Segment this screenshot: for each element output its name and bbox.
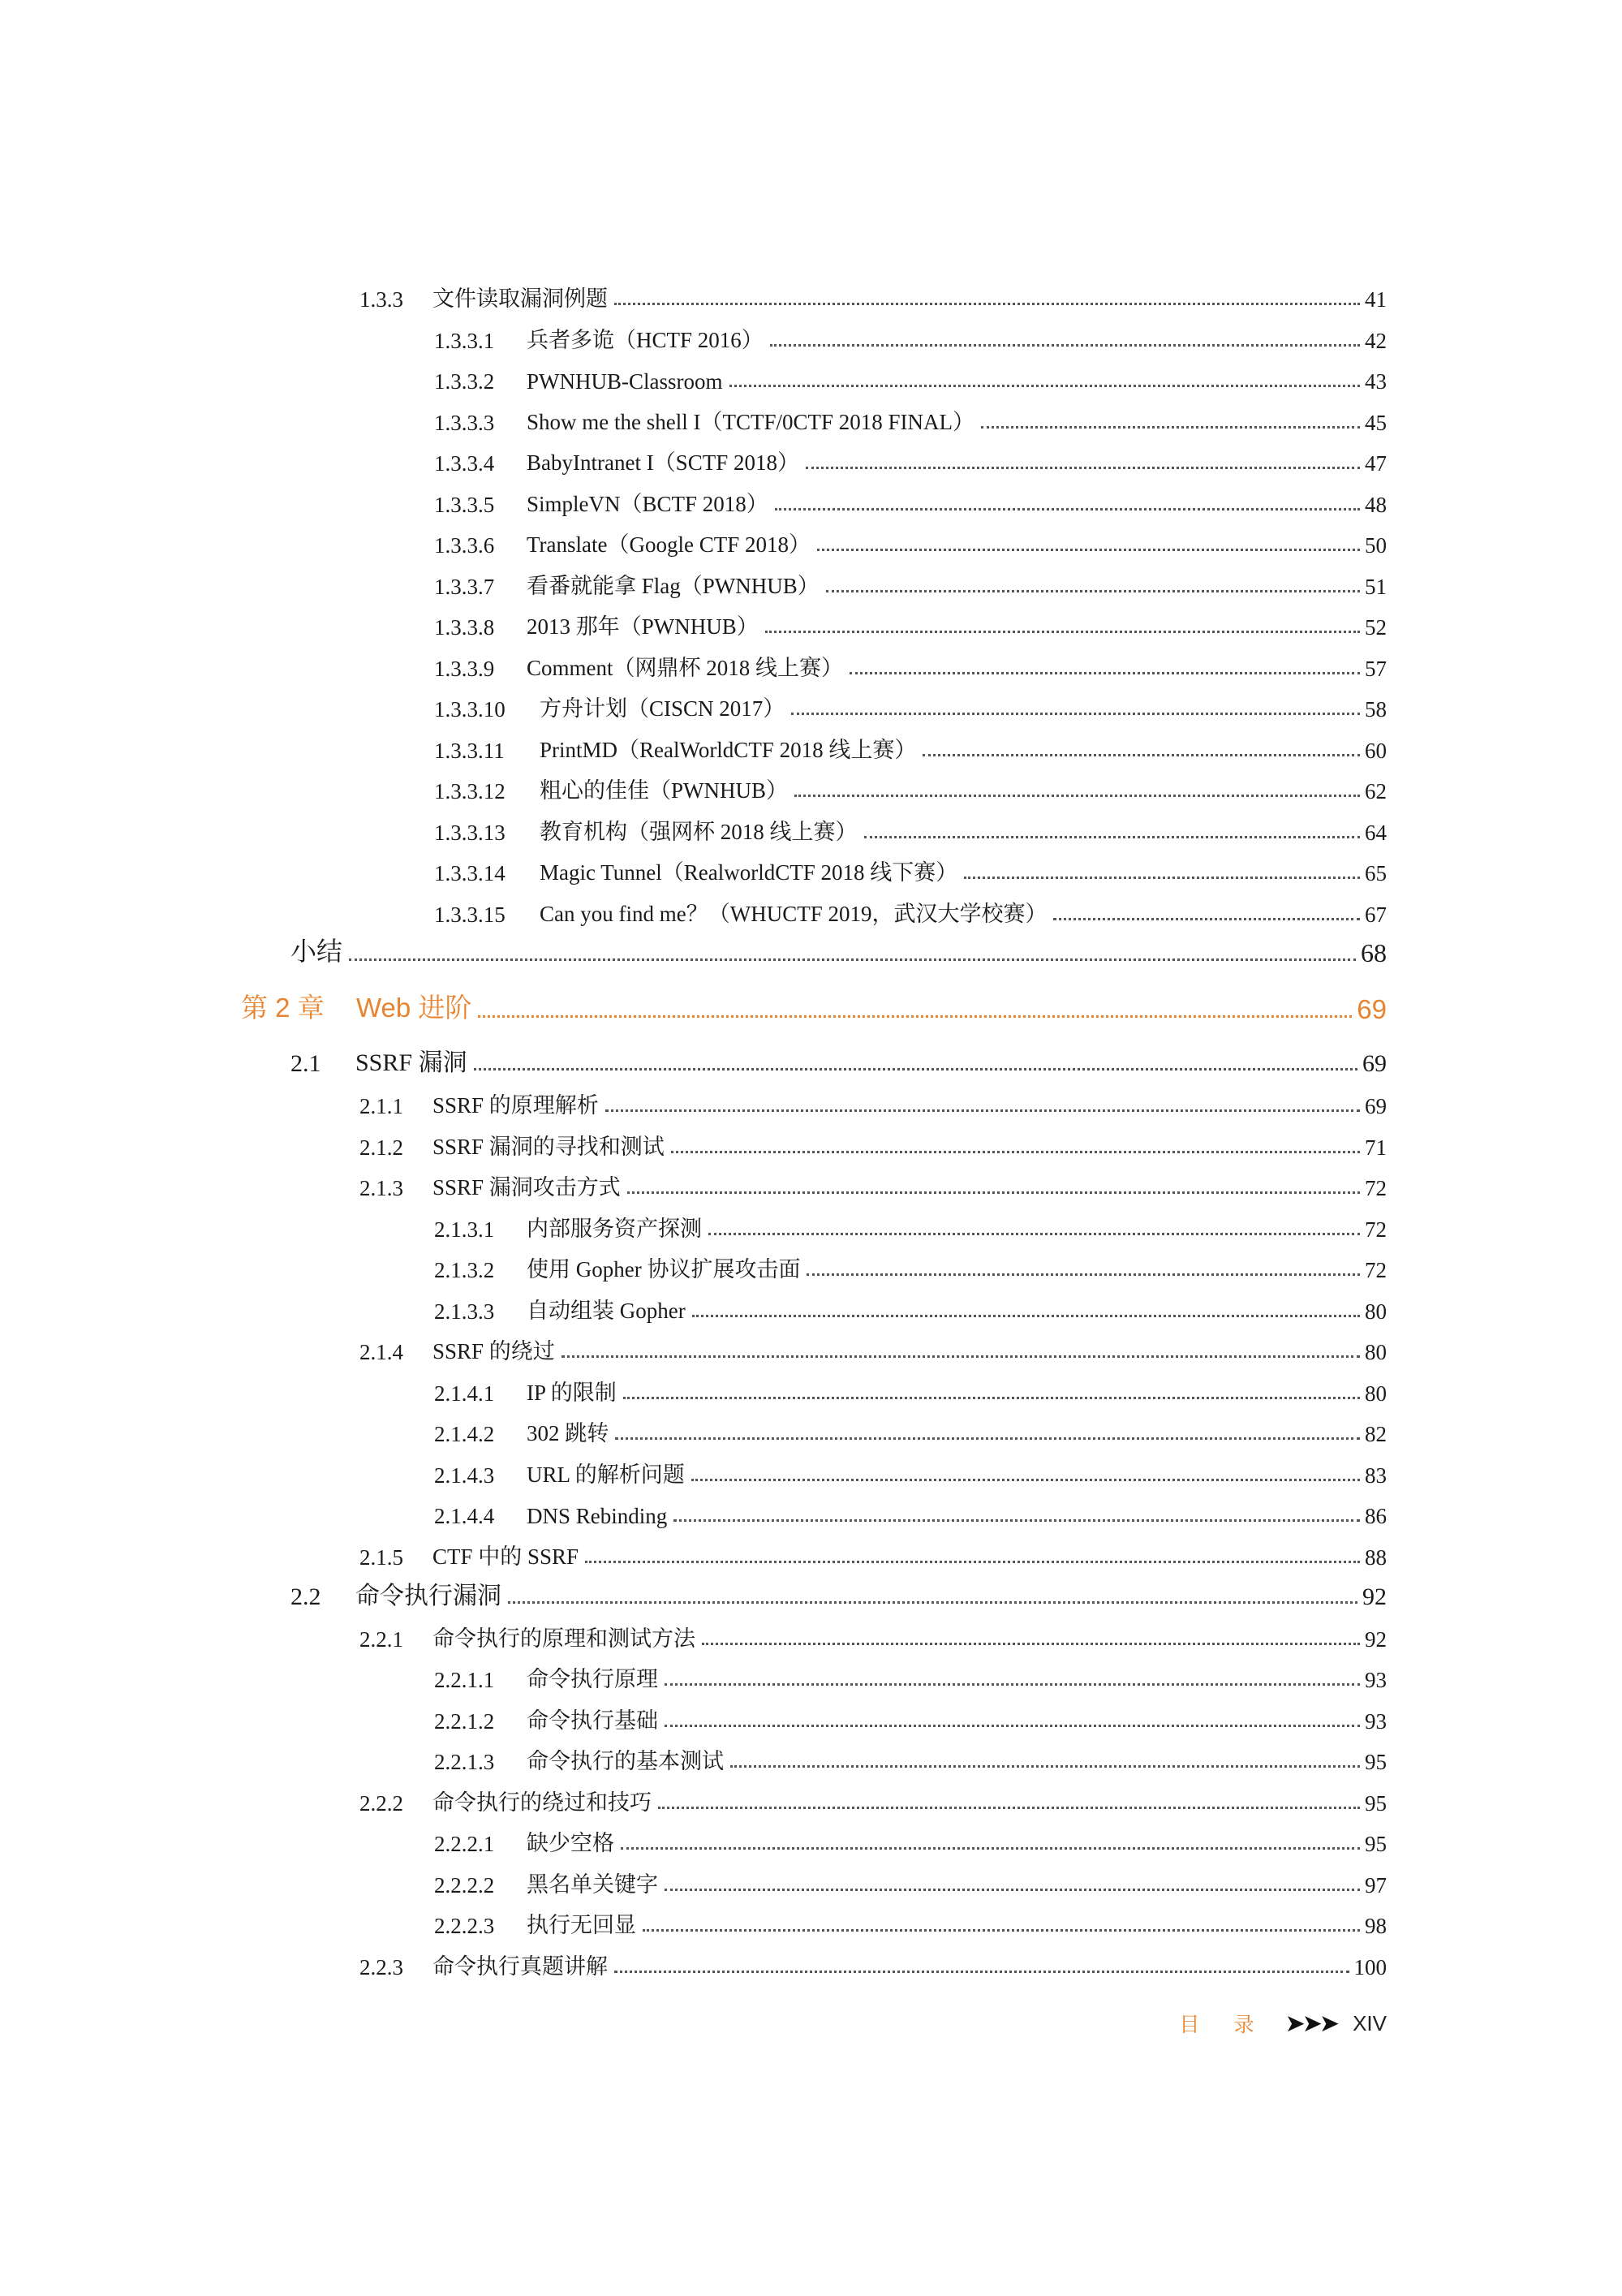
page-footer	[1179, 2009, 1387, 2038]
toc-entry-number: 2.1.4	[359, 1340, 403, 1364]
toc-entry[interactable]	[359, 1948, 1387, 1980]
toc-entry-page: 71	[1365, 1135, 1387, 1160]
toc-entry-title: 内部服务资产探测	[527, 1217, 702, 1241]
toc-entry-title: 使用 Gopher 协议扩展攻击面	[527, 1257, 801, 1282]
toc-entry-title: 执行无回显	[527, 1913, 636, 1937]
toc-entry[interactable]	[434, 403, 1387, 436]
toc-entry-page: 69	[1362, 1050, 1387, 1077]
toc-entry[interactable]	[434, 1742, 1387, 1775]
dot-leader	[770, 344, 1360, 347]
toc-entry-title: SSRF 的原理解析	[432, 1093, 599, 1118]
footer-section-label: 目 录	[1179, 2014, 1269, 2036]
toc-entry-number: 1.3.3	[359, 287, 403, 312]
toc-entry-number: 2.1.3	[359, 1176, 403, 1200]
toc-entry-page: 43	[1365, 369, 1387, 394]
dot-leader	[817, 549, 1360, 551]
toc-entry-page: 88	[1365, 1545, 1387, 1570]
toc-entry-title: 命令执行原理	[527, 1667, 658, 1691]
toc-entry[interactable]	[434, 567, 1387, 600]
toc-entry-page: 64	[1365, 821, 1387, 845]
dot-leader	[614, 303, 1360, 305]
toc-entry[interactable]	[359, 1128, 1387, 1161]
toc-entry[interactable]	[434, 362, 1387, 394]
toc-entry-page: 95	[1365, 1832, 1387, 1856]
dot-leader	[692, 1315, 1360, 1317]
toc-entry-number: 2.1.3.3	[434, 1299, 495, 1324]
toc-entry[interactable]	[359, 1333, 1387, 1365]
toc-entry-page: 92	[1365, 1627, 1387, 1652]
toc-entry[interactable]	[359, 1538, 1387, 1570]
toc-entry-number: 1.3.3.3	[434, 411, 495, 435]
toc-entry-page: 93	[1365, 1709, 1387, 1734]
dot-leader	[673, 1519, 1360, 1522]
toc-entry[interactable]	[359, 1169, 1387, 1201]
toc-entry[interactable]	[434, 1374, 1387, 1406]
toc-entry-title: 兵者多诡（HCTF 2016）	[527, 328, 764, 352]
toc-entry-title: SSRF 漏洞	[355, 1049, 467, 1076]
toc-entry-number: 2.2.2.2	[434, 1873, 495, 1898]
dot-leader	[964, 877, 1360, 879]
toc-entry[interactable]	[434, 1497, 1387, 1529]
toc-entry-number: 1.3.3.5	[434, 493, 495, 517]
toc-entry-title: DNS Rebinding	[527, 1504, 668, 1528]
dot-leader	[605, 1109, 1360, 1112]
toc-chapter-entry[interactable]	[241, 993, 1387, 1025]
toc-entry-number: 2.1	[290, 1050, 321, 1077]
toc-entry-page: 45	[1365, 411, 1387, 435]
toc-entry-page: 86	[1365, 1504, 1387, 1528]
toc-entry-page: 58	[1365, 697, 1387, 722]
toc-entry-page: 72	[1365, 1258, 1387, 1282]
toc-entry-page: 97	[1365, 1873, 1387, 1898]
dot-leader	[508, 1601, 1357, 1604]
dot-leader	[730, 1765, 1360, 1768]
toc-entry-number: 1.3.3.7	[434, 575, 495, 599]
toc-entry-title: 命令执行漏洞	[355, 1583, 501, 1609]
toc-entry-page: 100	[1353, 1955, 1387, 1979]
toc-entry-number: 2.1.2	[359, 1135, 403, 1160]
toc-entry-page: 80	[1365, 1299, 1387, 1324]
dot-leader	[474, 1068, 1357, 1070]
toc-entry-page: 57	[1365, 657, 1387, 681]
toc-entry[interactable]	[434, 1661, 1387, 1693]
toc-entry-page: 42	[1365, 329, 1387, 353]
toc-entry[interactable]	[434, 485, 1387, 518]
toc-entry-page: 48	[1365, 493, 1387, 517]
toc-entry-page: 80	[1365, 1381, 1387, 1406]
toc-entry-page: 41	[1365, 287, 1387, 312]
toc-entry-number: 1.3.3.14	[434, 861, 506, 885]
toc-entry[interactable]	[434, 1292, 1387, 1325]
dot-leader	[765, 631, 1360, 633]
dot-leader	[665, 1725, 1360, 1727]
toc-entry-number: 2.1.4.2	[434, 1422, 495, 1446]
toc-entry-page: 95	[1365, 1750, 1387, 1774]
toc-entry-number: 2.1.3.1	[434, 1217, 495, 1242]
toc-entry-title: 命令执行的原理和测试方法	[432, 1626, 695, 1651]
dot-leader	[665, 1889, 1360, 1891]
toc-entry-title: BabyIntranet I（SCTF 2018）	[527, 450, 799, 475]
toc-entry-number: 2.1.5	[359, 1545, 403, 1570]
dot-leader	[658, 1807, 1360, 1809]
toc-entry-title: 2013 那年（PWNHUB）	[527, 614, 759, 639]
toc-entry-page: 69	[1357, 994, 1387, 1024]
toc-entry-title: 黑名单关键字	[527, 1872, 658, 1897]
toc-entry[interactable]	[359, 1784, 1387, 1816]
dot-leader	[981, 426, 1360, 429]
toc-entry[interactable]	[434, 608, 1387, 640]
toc-entry-page: 50	[1365, 533, 1387, 558]
dot-leader	[665, 1683, 1360, 1686]
dot-leader	[643, 1929, 1360, 1932]
toc-entry-page: 72	[1365, 1176, 1387, 1200]
toc-entry[interactable]	[434, 854, 1387, 886]
toc-entry[interactable]	[434, 731, 1387, 764]
dot-leader	[807, 1273, 1360, 1276]
toc-entry-title: CTF 中的 SSRF	[432, 1544, 579, 1569]
dot-leader	[623, 1397, 1360, 1399]
toc-entry-title: SSRF 漏洞攻击方式	[432, 1175, 621, 1200]
toc-entry-page: 72	[1365, 1217, 1387, 1242]
toc-entry[interactable]	[434, 1906, 1387, 1939]
toc-entry-number: 2.1.1	[359, 1094, 403, 1118]
toc-entry-number: 2.2.3	[359, 1955, 403, 1979]
toc-entry-page: 93	[1365, 1668, 1387, 1692]
toc-entry-number: 1.3.3.8	[434, 615, 495, 640]
toc-entry-title: Web 进阶	[356, 993, 472, 1023]
dot-leader	[478, 1015, 1352, 1018]
toc-entry[interactable]	[434, 526, 1387, 558]
toc-entry-number: 第 2 章	[241, 993, 325, 1023]
toc-entry-page: 60	[1365, 739, 1387, 763]
toc-entry[interactable]	[290, 936, 1387, 968]
toc-entry[interactable]	[434, 444, 1387, 476]
toc-entry-title: SimpleVN（BCTF 2018）	[527, 492, 768, 516]
dot-leader	[621, 1847, 1360, 1850]
toc-entry-page: 92	[1362, 1583, 1387, 1610]
dot-leader	[806, 467, 1360, 469]
dot-leader	[864, 836, 1361, 838]
toc-entry-number: 1.3.3.1	[434, 329, 495, 353]
toc-entry-title: 命令执行基础	[527, 1708, 658, 1733]
toc-entry-page: 65	[1365, 861, 1387, 885]
dot-leader	[585, 1561, 1360, 1563]
toc-entry[interactable]	[434, 1866, 1387, 1898]
dot-leader	[627, 1191, 1360, 1194]
toc-entry-title: 教育机构（强网杯 2018 线上赛）	[540, 820, 858, 844]
toc-entry-page: 82	[1365, 1422, 1387, 1446]
toc-entry-number: 2.1.4.3	[434, 1463, 495, 1488]
toc-entry[interactable]	[434, 1702, 1387, 1734]
toc-entry[interactable]	[434, 813, 1387, 846]
toc-entry-number: 2.2.1	[359, 1627, 403, 1652]
toc-entry-number: 1.3.3.11	[434, 739, 505, 763]
toc-entry-title: IP 的限制	[527, 1381, 617, 1405]
toc-entry-title: Show me the shell I（TCTF/0CTF 2018 FINAL）	[527, 410, 974, 434]
toc-entry-title: Magic Tunnel（RealworldCTF 2018 线下赛）	[540, 860, 958, 885]
toc-entry-page: 62	[1365, 779, 1387, 803]
toc-entry-number: 1.3.3.10	[434, 697, 506, 722]
toc-entry[interactable]	[434, 772, 1387, 804]
toc-entry-page: 67	[1365, 902, 1387, 927]
toc-entry-number: 2.2.2.1	[434, 1832, 495, 1856]
toc-entry[interactable]	[434, 895, 1387, 928]
toc-entry[interactable]	[434, 649, 1387, 682]
toc-entry[interactable]	[359, 1620, 1387, 1652]
toc-entry-number: 2.2.2	[359, 1791, 403, 1816]
toc-entry[interactable]	[359, 280, 1387, 312]
toc-entry-title: PWNHUB-Classroom	[527, 369, 723, 394]
toc-entry-number: 1.3.3.15	[434, 902, 506, 927]
toc-entry-title: 方舟计划（CISCN 2017）	[540, 696, 785, 721]
toc-entry[interactable]	[434, 1210, 1387, 1243]
dot-leader	[614, 1971, 1349, 1973]
toc-entry-number: 2.2.1.2	[434, 1709, 495, 1734]
dot-leader	[923, 754, 1360, 756]
toc-entry-page: 98	[1365, 1914, 1387, 1938]
dot-leader	[671, 1151, 1360, 1153]
toc-entry-number: 2.1.4.1	[434, 1381, 495, 1406]
dot-leader	[791, 713, 1360, 715]
toc-entry-title: Comment（网鼎杯 2018 线上赛）	[527, 656, 843, 680]
toc-entry-title: 文件读取漏洞例题	[432, 286, 608, 311]
toc-entry-number: 2.1.3.2	[434, 1258, 495, 1282]
toc-entry-title: Can you find me？（WHUCTF 2019，武汉大学校赛）	[540, 902, 1048, 926]
dot-leader	[850, 672, 1360, 674]
toc-entry-number: 2.1.4.4	[434, 1504, 495, 1528]
toc-entry-title: 小结	[290, 937, 343, 966]
toc-entry-page: 68	[1361, 938, 1387, 967]
toc-entry-number: 1.3.3.2	[434, 369, 495, 394]
toc-entry-page: 52	[1365, 615, 1387, 640]
dot-leader	[1053, 918, 1360, 920]
triple-arrow-icon: ➤➤➤	[1284, 2010, 1337, 2037]
toc-entry-number: 2.2	[290, 1583, 321, 1610]
toc-entry[interactable]	[434, 1415, 1387, 1447]
dot-leader	[729, 385, 1361, 387]
toc-entry-title: 看番就能拿 Flag（PWNHUB）	[527, 574, 820, 598]
toc-entry-page: 51	[1365, 575, 1387, 599]
toc-entry-title: 命令执行真题讲解	[432, 1954, 608, 1979]
toc-entry-title: SSRF 漏洞的寻找和测试	[432, 1135, 665, 1159]
dot-leader	[702, 1643, 1360, 1645]
dot-leader	[561, 1355, 1360, 1358]
toc-entry-number: 1.3.3.12	[434, 779, 506, 803]
dot-leader	[691, 1479, 1360, 1481]
toc-entry-page: 69	[1365, 1094, 1387, 1118]
dot-leader	[708, 1233, 1360, 1235]
toc-entry[interactable]	[290, 1579, 1387, 1611]
dot-leader	[826, 590, 1360, 592]
toc-entry[interactable]	[290, 1045, 1387, 1078]
toc-entry-title: 302 跳转	[527, 1421, 609, 1445]
toc-entry-page: 83	[1365, 1463, 1387, 1488]
dot-leader	[794, 795, 1360, 797]
toc-entry-title: 命令执行的绕过和技巧	[432, 1790, 652, 1815]
toc-entry[interactable]	[434, 1251, 1387, 1283]
toc-entry[interactable]	[434, 1456, 1387, 1488]
toc-entry-number: 1.3.3.9	[434, 657, 495, 681]
toc-entry-title: 缺少空格	[527, 1831, 614, 1855]
toc-entry-page: 95	[1365, 1791, 1387, 1816]
footer-page-number: XIV	[1353, 2010, 1387, 2035]
toc-entry-number: 1.3.3.4	[434, 451, 495, 476]
toc-entry-title: 粗心的佳佳（PWNHUB）	[540, 778, 789, 803]
toc-entry-page: 47	[1365, 451, 1387, 476]
toc-entry-title: 自动组装 Gopher	[527, 1299, 686, 1323]
toc-entry-number: 2.2.1.1	[434, 1668, 495, 1692]
toc-entry[interactable]	[434, 1824, 1387, 1857]
toc-entry-title: Translate（Google CTF 2018）	[527, 532, 811, 557]
toc-entry[interactable]	[434, 321, 1387, 354]
toc-entry-number: 1.3.3.13	[434, 821, 506, 845]
toc-entry-title: URL 的解析问题	[527, 1462, 685, 1487]
toc-entry-page: 80	[1365, 1340, 1387, 1364]
toc-entry[interactable]	[434, 690, 1387, 722]
toc-entry-title: 命令执行的基本测试	[527, 1749, 724, 1773]
toc-entry-number: 1.3.3.6	[434, 533, 495, 558]
toc-entry-number: 2.2.2.3	[434, 1914, 495, 1938]
dot-leader	[615, 1437, 1360, 1440]
dot-leader	[349, 958, 1356, 961]
toc-entry[interactable]	[359, 1087, 1387, 1119]
dot-leader	[775, 508, 1360, 510]
toc-entry-title: PrintMD（RealWorldCTF 2018 线上赛）	[540, 738, 917, 762]
toc-entry-title: SSRF 的绕过	[432, 1339, 555, 1363]
toc-entry-number: 2.2.1.3	[434, 1750, 495, 1774]
